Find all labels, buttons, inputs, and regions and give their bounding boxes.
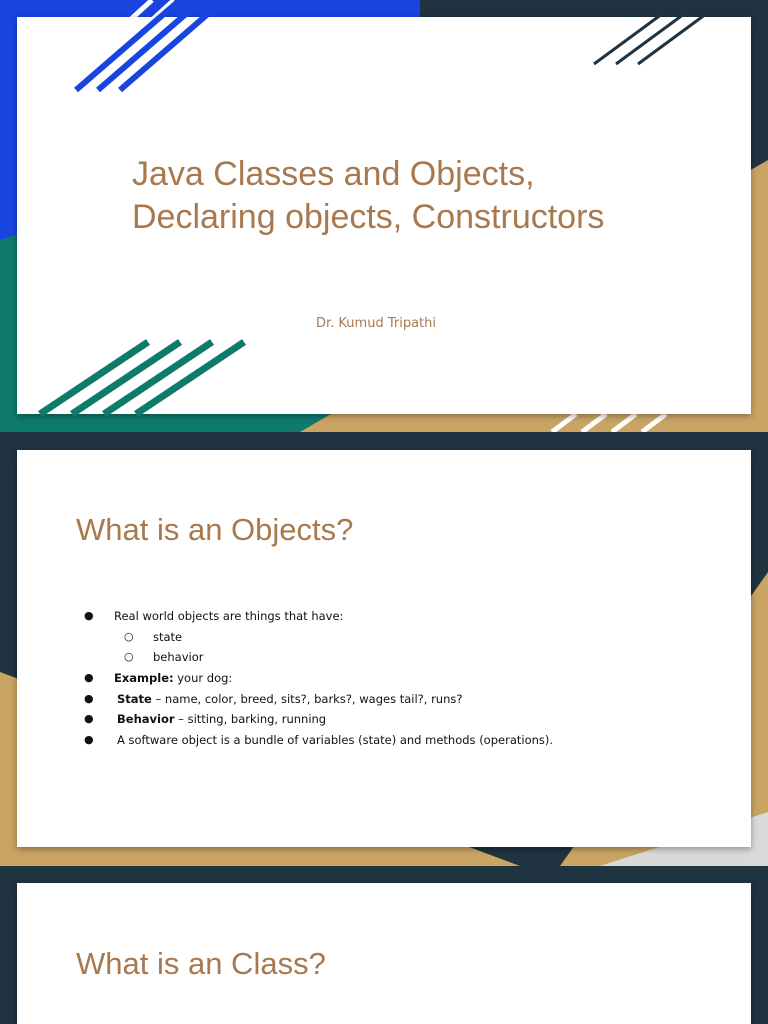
bullet-item: ● Real world objects are things that have:	[84, 606, 724, 627]
slide-2-bullet-list	[84, 606, 724, 751]
bullet-dot-icon: ●	[84, 733, 94, 747]
bullet-item: ○ behavior	[84, 647, 724, 668]
bullet-item: ○ state	[84, 627, 724, 648]
bullet-circle-icon: ○	[124, 650, 134, 664]
slide-1-title-line-1: Java Classes and Objects,	[132, 155, 535, 193]
slide-2-heading: What is an Objects?	[76, 512, 354, 547]
bullet-item: ● Behavior – sitting, barking, running	[84, 709, 724, 730]
slide-1	[0, 0, 768, 432]
bullet-dot-icon: ●	[84, 609, 94, 622]
bullet-item: ● Example: your dog:	[84, 668, 724, 689]
bullet-item: ● A software object is a bundle of variables (state) and methods (operations).	[84, 730, 724, 751]
bullet-item: ● State – name, color, breed, sits?, barks?, wages tail?, runs?	[84, 689, 724, 710]
slide-1-author: Dr. Kumud Tripathi	[316, 316, 436, 331]
slide-2	[0, 432, 768, 866]
slide-3-heading: What is an Class?	[76, 946, 326, 981]
bullet-dot-icon: ●	[84, 671, 94, 685]
bullet-dot-icon: ●	[84, 712, 94, 726]
bullet-circle-icon: ○	[124, 629, 134, 643]
bullet-dot-icon: ●	[84, 691, 94, 705]
slide-1-title-line-2: Declaring objects, Constructors	[132, 198, 605, 236]
slide-3	[0, 866, 768, 1024]
